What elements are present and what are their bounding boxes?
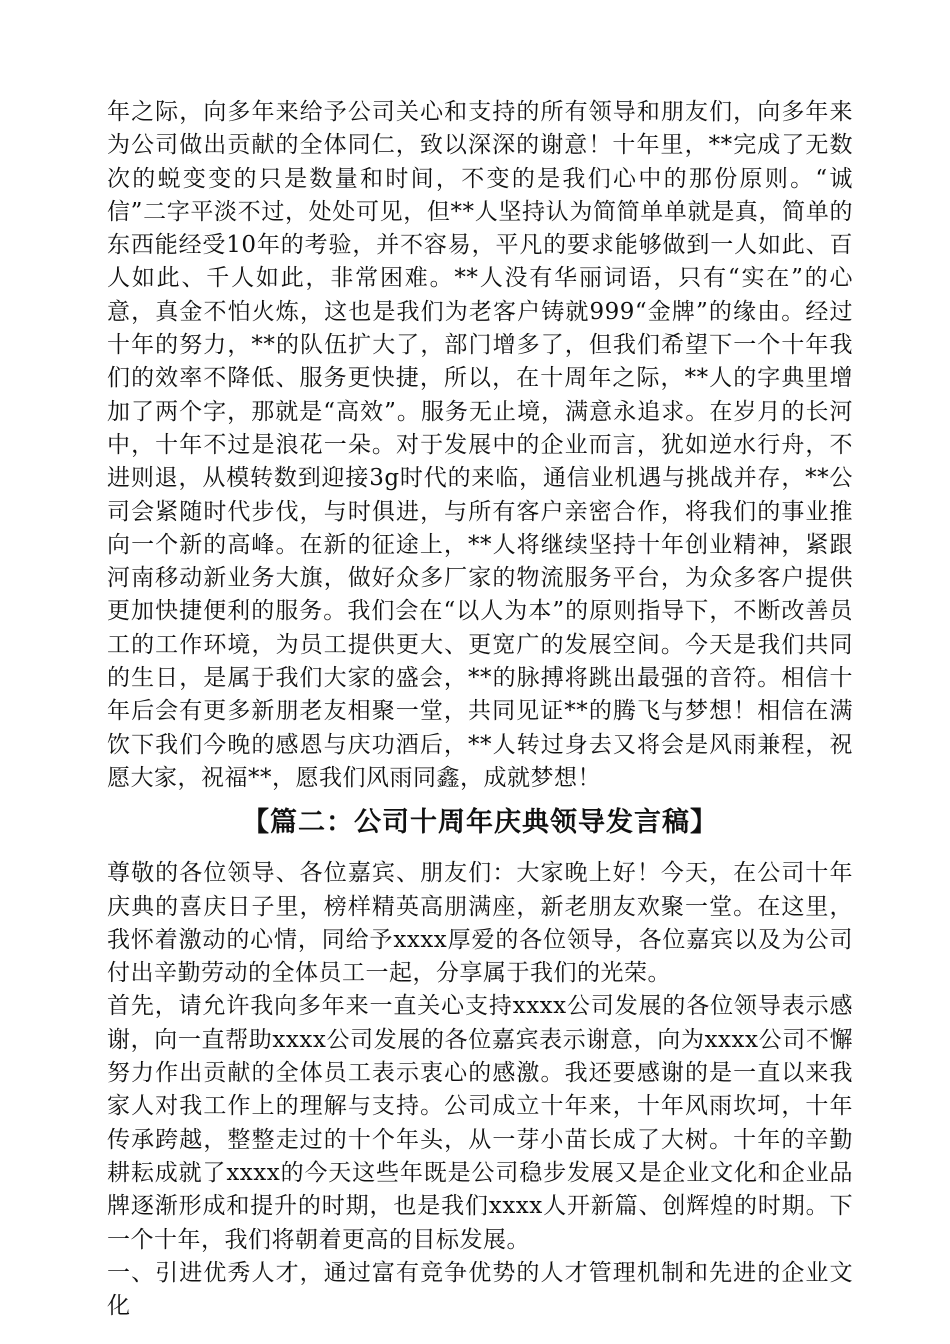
- intro-paragraph: 年之际，向多年来给予公司关心和支持的所有领导和朋友们，向多年来为公司做出贡献的全体同仁，致以深深的谢意！十年里，**完成了无数次的蜕变变的只是数量和时间，不变的是我们心中的那份原则。“诚信”二字平淡不过，处处可见，但**人坚持认为简简单单就是真，简单的东西能经受10年的考验，并不容易，平凡的要求能够做到一人如此、百人如此、千人如此，非常困难。**人没有华丽词语，只有“实在”的心意，真金不怕火炼，这也是我们为老客户铸就999“金牌”的缘由。经过十年的努力，**的队伍扩大了，部门增多了，但我们希望下一个十年我们的效率不降低、服务更快捷，所以，在十周年之际，**人的字典里增加了两个字，那就是“高效”。服务无止境，满意永追求。在岁月的长河中，十年不过是浪花一朵。对于发展中的企业而言，犹如逆水行舟，不进则退，从模转数到迎接3g时代的来临，通信业机遇与挑战并存，**公司会紧随时代步伐，与时俱进，与所有客户亲密合作，将我们的事业推向一个新的高峰。在新的征途上，**人将继续坚持十年创业精神，紧跟河南移动新业务大旗，做好众多厂家的物流服务平台，为众多客户提供更加快捷便利的服务。我们会在“以人为本”的原则指导下，不断改善员工的工作环境，为员工提供更大、更宽广的发展空间。今天是我们共同的生日，是属于我们大家的盛会，**的脉搏将跳出最强的音符。相信十年后会有更多新朋老友相聚一堂，共同见证**的腾飞与梦想！相信在满饮下我们今晚的感恩与庆功酒后，**人转过身去又将会是风雨兼程，祝愿大家，祝福**，愿我们风雨同鑫，成就梦想！: [107, 99, 853, 791]
- paragraph-point-one: 一、引进优秀人才，通过富有竞争优势的人才管理机制和先进的企业文化: [107, 1259, 853, 1320]
- section-title: 【篇二：公司十周年庆典领导发言稿】: [242, 807, 718, 839]
- paragraph-thanks: 首先，请允许我向多年来一直关心支持xxxx公司发展的各位领导表示感谢，向一直帮助xxxx公司发展的各位嘉宾表示谢意，向为xxxx公司不懈努力作出贡献的全体员工表示衷心的感激。我还要感谢的是一直以来我家人对我工作上的理解与支持。公司成立十年来，十年风雨坎坷，十年传承跨越，整整走过的十个年头，从一芽小苗长成了大树。十年的辛勤耕耘成就了xxxx的今天这些年既是公司稳步发展又是企业文化和企业品牌逐渐形成和提升的时期，也是我们xxxx人开新篇、创辉煌的时期。下一个十年，我们将朝着更高的目标发展。: [107, 993, 853, 1253]
- paragraph-greeting: 尊敬的各位领导、各位嘉宾、朋友们：大家晚上好！今天，在公司十年庆典的喜庆日子里，榜样精英高朋满座，新老朋友欢聚一堂。在这里，我怀着激动的心情，同给予xxxx厚爱的各位领导，各位嘉宾以及为公司付出辛勤劳动的全体员工一起，分享属于我们的光荣。: [107, 860, 853, 987]
- document-page: [107, 96, 853, 1323]
